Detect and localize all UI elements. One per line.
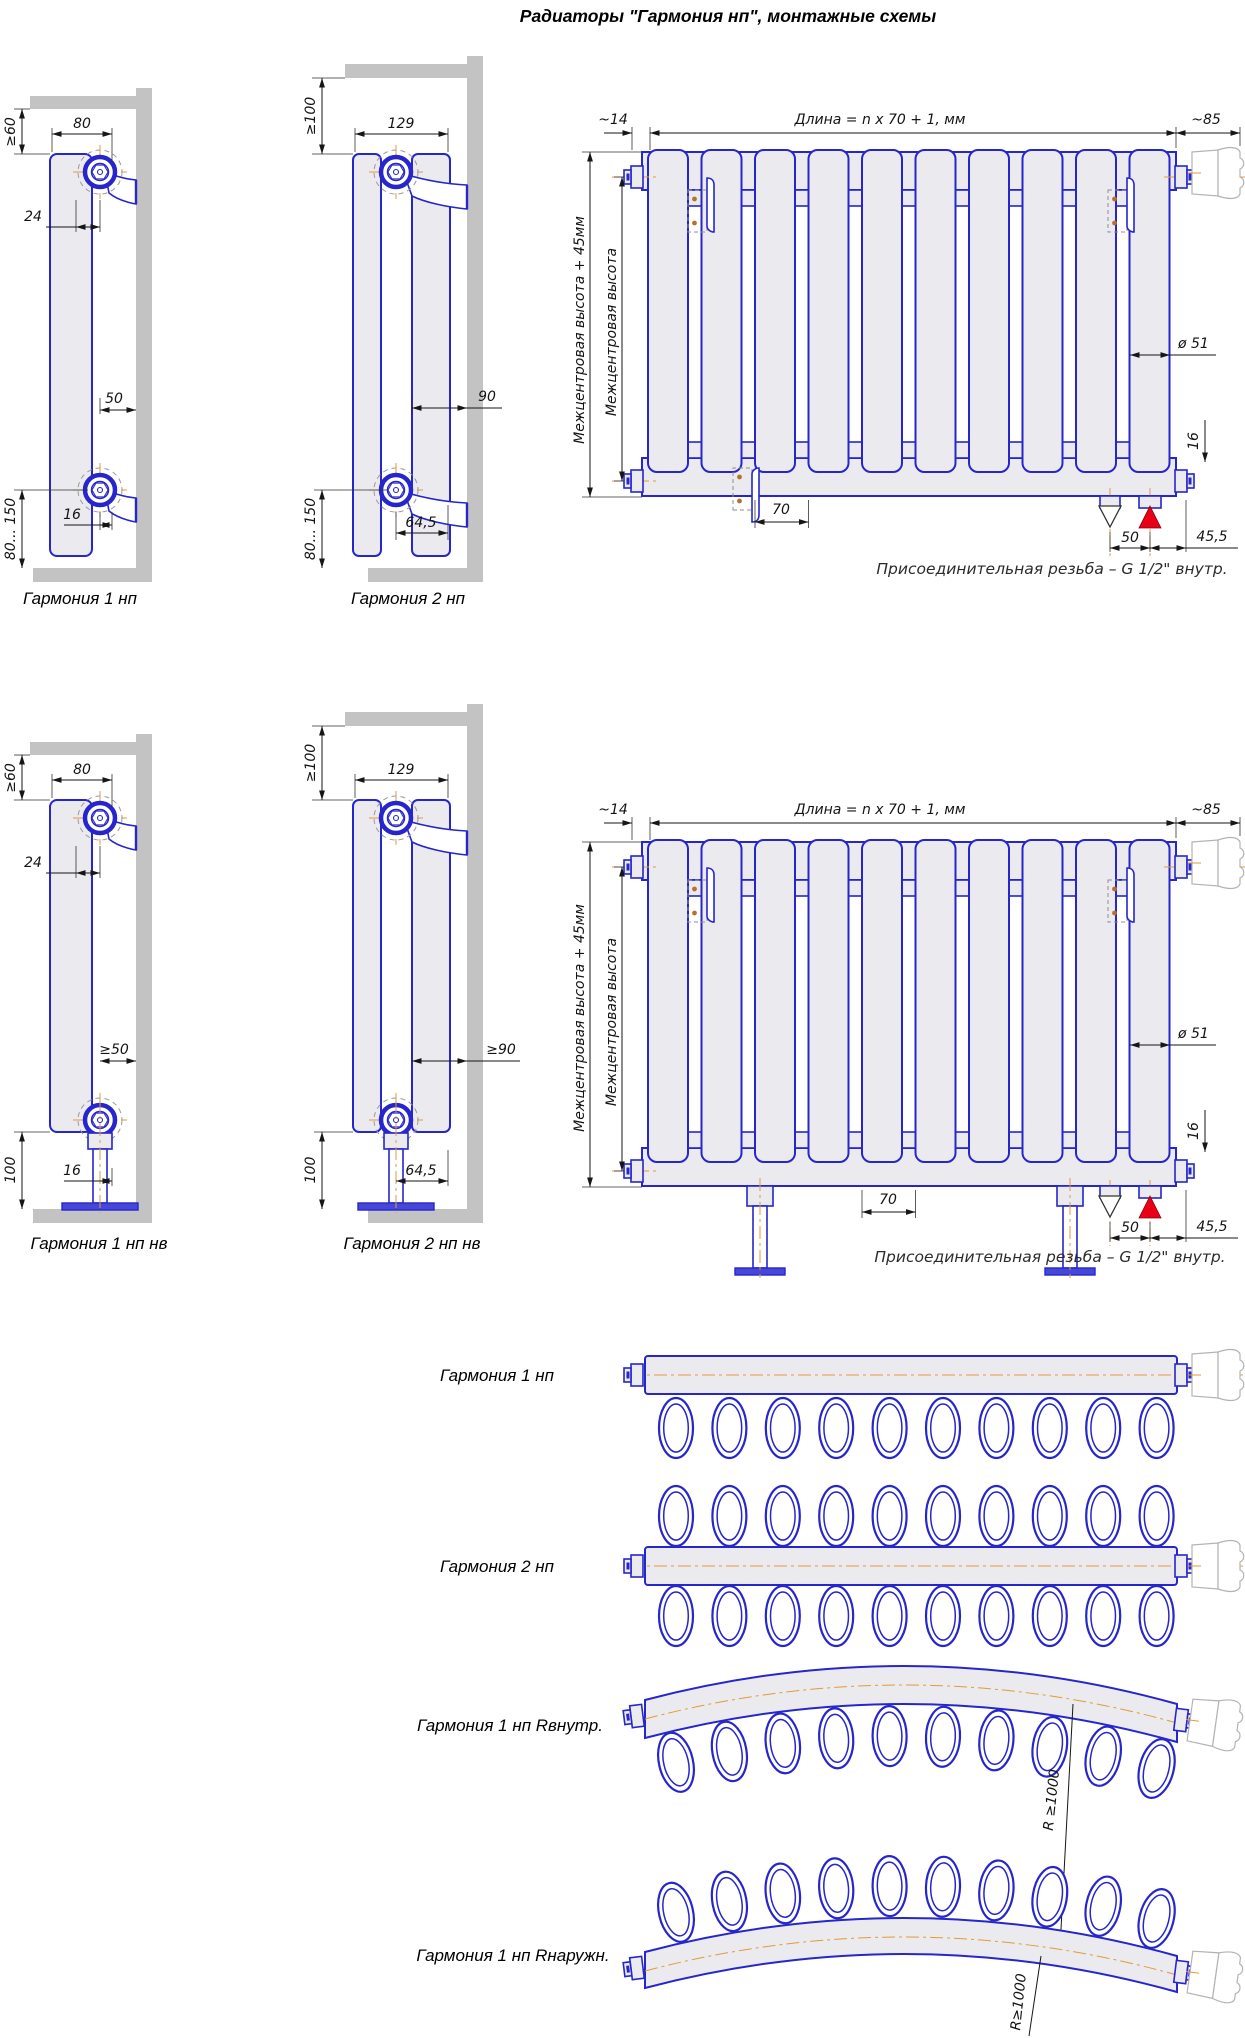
collector-tab [1009,1132,1023,1148]
collector-tab [1009,190,1023,206]
dim-axis-offset: 24 [24,855,42,871]
radiator-section [1023,840,1063,1162]
view-label: Гармония 1 нп [439,1366,555,1385]
collector-tab [1009,442,1023,458]
collector-tab [742,1132,756,1148]
radiator-section [809,840,849,1162]
collector-tab [1009,880,1023,896]
dim-inlet-spacing: 50 [1121,1220,1139,1236]
collector-tab [902,442,916,458]
dim-length-formula: Длина = n x 70 + 1, мм [794,112,966,128]
radiator-section [1130,840,1170,1162]
dim-head-gap: ~85 [1191,802,1221,818]
dim-floor-gap: 80... 150 [3,497,19,561]
front-view-wall-mounted [572,112,1245,578]
collector-tab [956,442,970,458]
dim-axis-offset-bottom: 16 [63,1163,81,1179]
dim-end-gap: ~14 [598,112,628,128]
view-label: Гармония 1 нп нв [30,1234,168,1253]
thread-note: Присоединительная резьба – G 1/2" внутр. [876,560,1228,578]
top-view-radius-outer [416,1856,1244,2036]
collector-tab [795,190,809,206]
collector-tab [1116,1132,1130,1148]
dim-wall-gap: ≥50 [99,1042,129,1058]
tube-top-circle [762,1712,803,1776]
dim-ceiling-gap: ≥100 [303,96,319,136]
side-view-garmoniya-2np [303,56,502,608]
dim-axis-offset-bottom: 16 [63,507,81,523]
collector-tab [795,1132,809,1148]
dim-inlet-spacing: 50 [1121,530,1139,546]
collector-tab [795,880,809,896]
dim-edge-axis: 16 [1186,432,1202,450]
dim-edge-axis: 16 [1186,1122,1202,1140]
radiator-section [809,150,849,472]
dim-wall-gap: ≥90 [486,1042,516,1058]
radius-note: R ≥1000 [1040,1768,1064,1832]
dim-tube-diameter: ø 51 [1178,1026,1209,1042]
tube-top-circle [1029,1865,1071,1929]
dim-pitch: 70 [772,502,790,518]
dim-height-overall: Межцентровая высота + 45мм [572,216,588,444]
tube-top-circle [1133,1885,1181,1952]
radiator-section [648,150,688,472]
tube-top-circle [1133,1735,1181,1802]
radiator-section [1076,150,1116,472]
dim-wall-gap: 50 [105,391,123,407]
dim-ceiling-gap: ≥100 [303,743,319,783]
side-view-garmoniya-1np [3,88,152,608]
dim-floor-gap: 100 [3,1156,19,1184]
tube-top-circle [977,1859,1016,1922]
radiator-section [755,150,795,472]
radiator-section [1130,150,1170,472]
dim-height-centers: Межцентровая высота [604,247,620,417]
collector-tab [742,442,756,458]
front-view-floor-mounted [572,802,1245,1278]
collector-tab [1063,190,1077,206]
dim-height-overall: Межцентровая высота + 45мм [572,904,588,1132]
dim-height-centers: Межцентровая высота [604,937,620,1107]
dim-pitch: 70 [879,1192,897,1208]
dim-floor-gap: 80... 150 [303,497,319,561]
dim-axis-offset-bottom: 64,5 [405,515,437,531]
collector-tab [688,1132,702,1148]
radiator-section [916,150,956,472]
dim-axis-offset: 24 [24,209,42,225]
thread-note: Присоединительная резьба – G 1/2" внутр. [874,1248,1226,1266]
top-view-straight-double [440,1486,1245,1646]
collector-tab [742,190,756,206]
radiator-section [862,150,902,472]
collector-tab [849,1132,863,1148]
radiator-column [353,800,381,1132]
side-view-garmoniya-2np-nv [303,704,520,1253]
radiator-section [1023,150,1063,472]
dim-inlet-to-edge: 45,5 [1196,529,1228,545]
dim-ceiling-gap: ≥60 [3,117,19,147]
radiator-column [353,154,381,556]
collector-tab [902,880,916,896]
collector-tab [688,442,702,458]
collector-tab [902,190,916,206]
collector-tab [1063,880,1077,896]
collector-tab [1063,1132,1077,1148]
collector-tab [849,190,863,206]
dim-end-gap: ~14 [598,802,628,818]
dim-bracket-width: 80 [73,762,91,778]
dim-floor-gap: 100 [303,1156,319,1184]
collector-tab [956,880,970,896]
radiator-section [969,840,1009,1162]
dim-wall-gap: 90 [478,389,496,405]
dim-bracket-width: 129 [387,762,415,778]
collector-tab [1116,442,1130,458]
radiator-section [969,150,1009,472]
radiator-column [50,800,92,1132]
view-label: Гармония 1 нп Rнаружн. [416,1946,610,1965]
collector-tab [742,880,756,896]
view-label: Гармония 1 нп Rвнутр. [417,1716,603,1735]
side-view-garmoniya-1np-nv [3,734,168,1253]
collector-tab [1063,442,1077,458]
collector-tab [849,442,863,458]
top-view-straight-single [440,1350,1245,1458]
dim-tube-diameter: ø 51 [1178,336,1209,352]
radiator-section [755,840,795,1162]
tube-top-circle [762,1862,803,1926]
tube-top-circle [977,1709,1016,1772]
collector-tab [902,1132,916,1148]
collector-tab [795,442,809,458]
radiator-section [648,840,688,1162]
tube-top-circle [817,1707,855,1769]
dim-bracket-width: 80 [73,116,91,132]
tube-top-circle [817,1857,855,1919]
view-label: Гармония 2 нп [350,589,466,608]
collector-tab [956,190,970,206]
view-label: Гармония 2 нп нв [343,1234,481,1253]
dim-ceiling-gap: ≥60 [3,763,19,793]
radiator-section [1076,840,1116,1162]
radiator-section [862,840,902,1162]
dim-bracket-width: 129 [387,116,415,132]
dim-length-formula: Длина = n x 70 + 1, мм [794,802,966,818]
view-label: Гармония 1 нп [22,589,138,608]
dim-head-gap: ~85 [1191,112,1221,128]
radius-note: R≥1000 [1008,1972,1030,2032]
view-label: Гармония 2 нп [439,1557,555,1576]
dim-inlet-to-edge: 45,5 [1196,1219,1228,1235]
collector-tab [849,880,863,896]
radiator-section [916,840,956,1162]
page-title: Радиаторы "Гармония нп", монтажные схемы [519,6,937,26]
dim-axis-offset-bottom: 64,5 [405,1163,437,1179]
collector-tab [956,1132,970,1148]
